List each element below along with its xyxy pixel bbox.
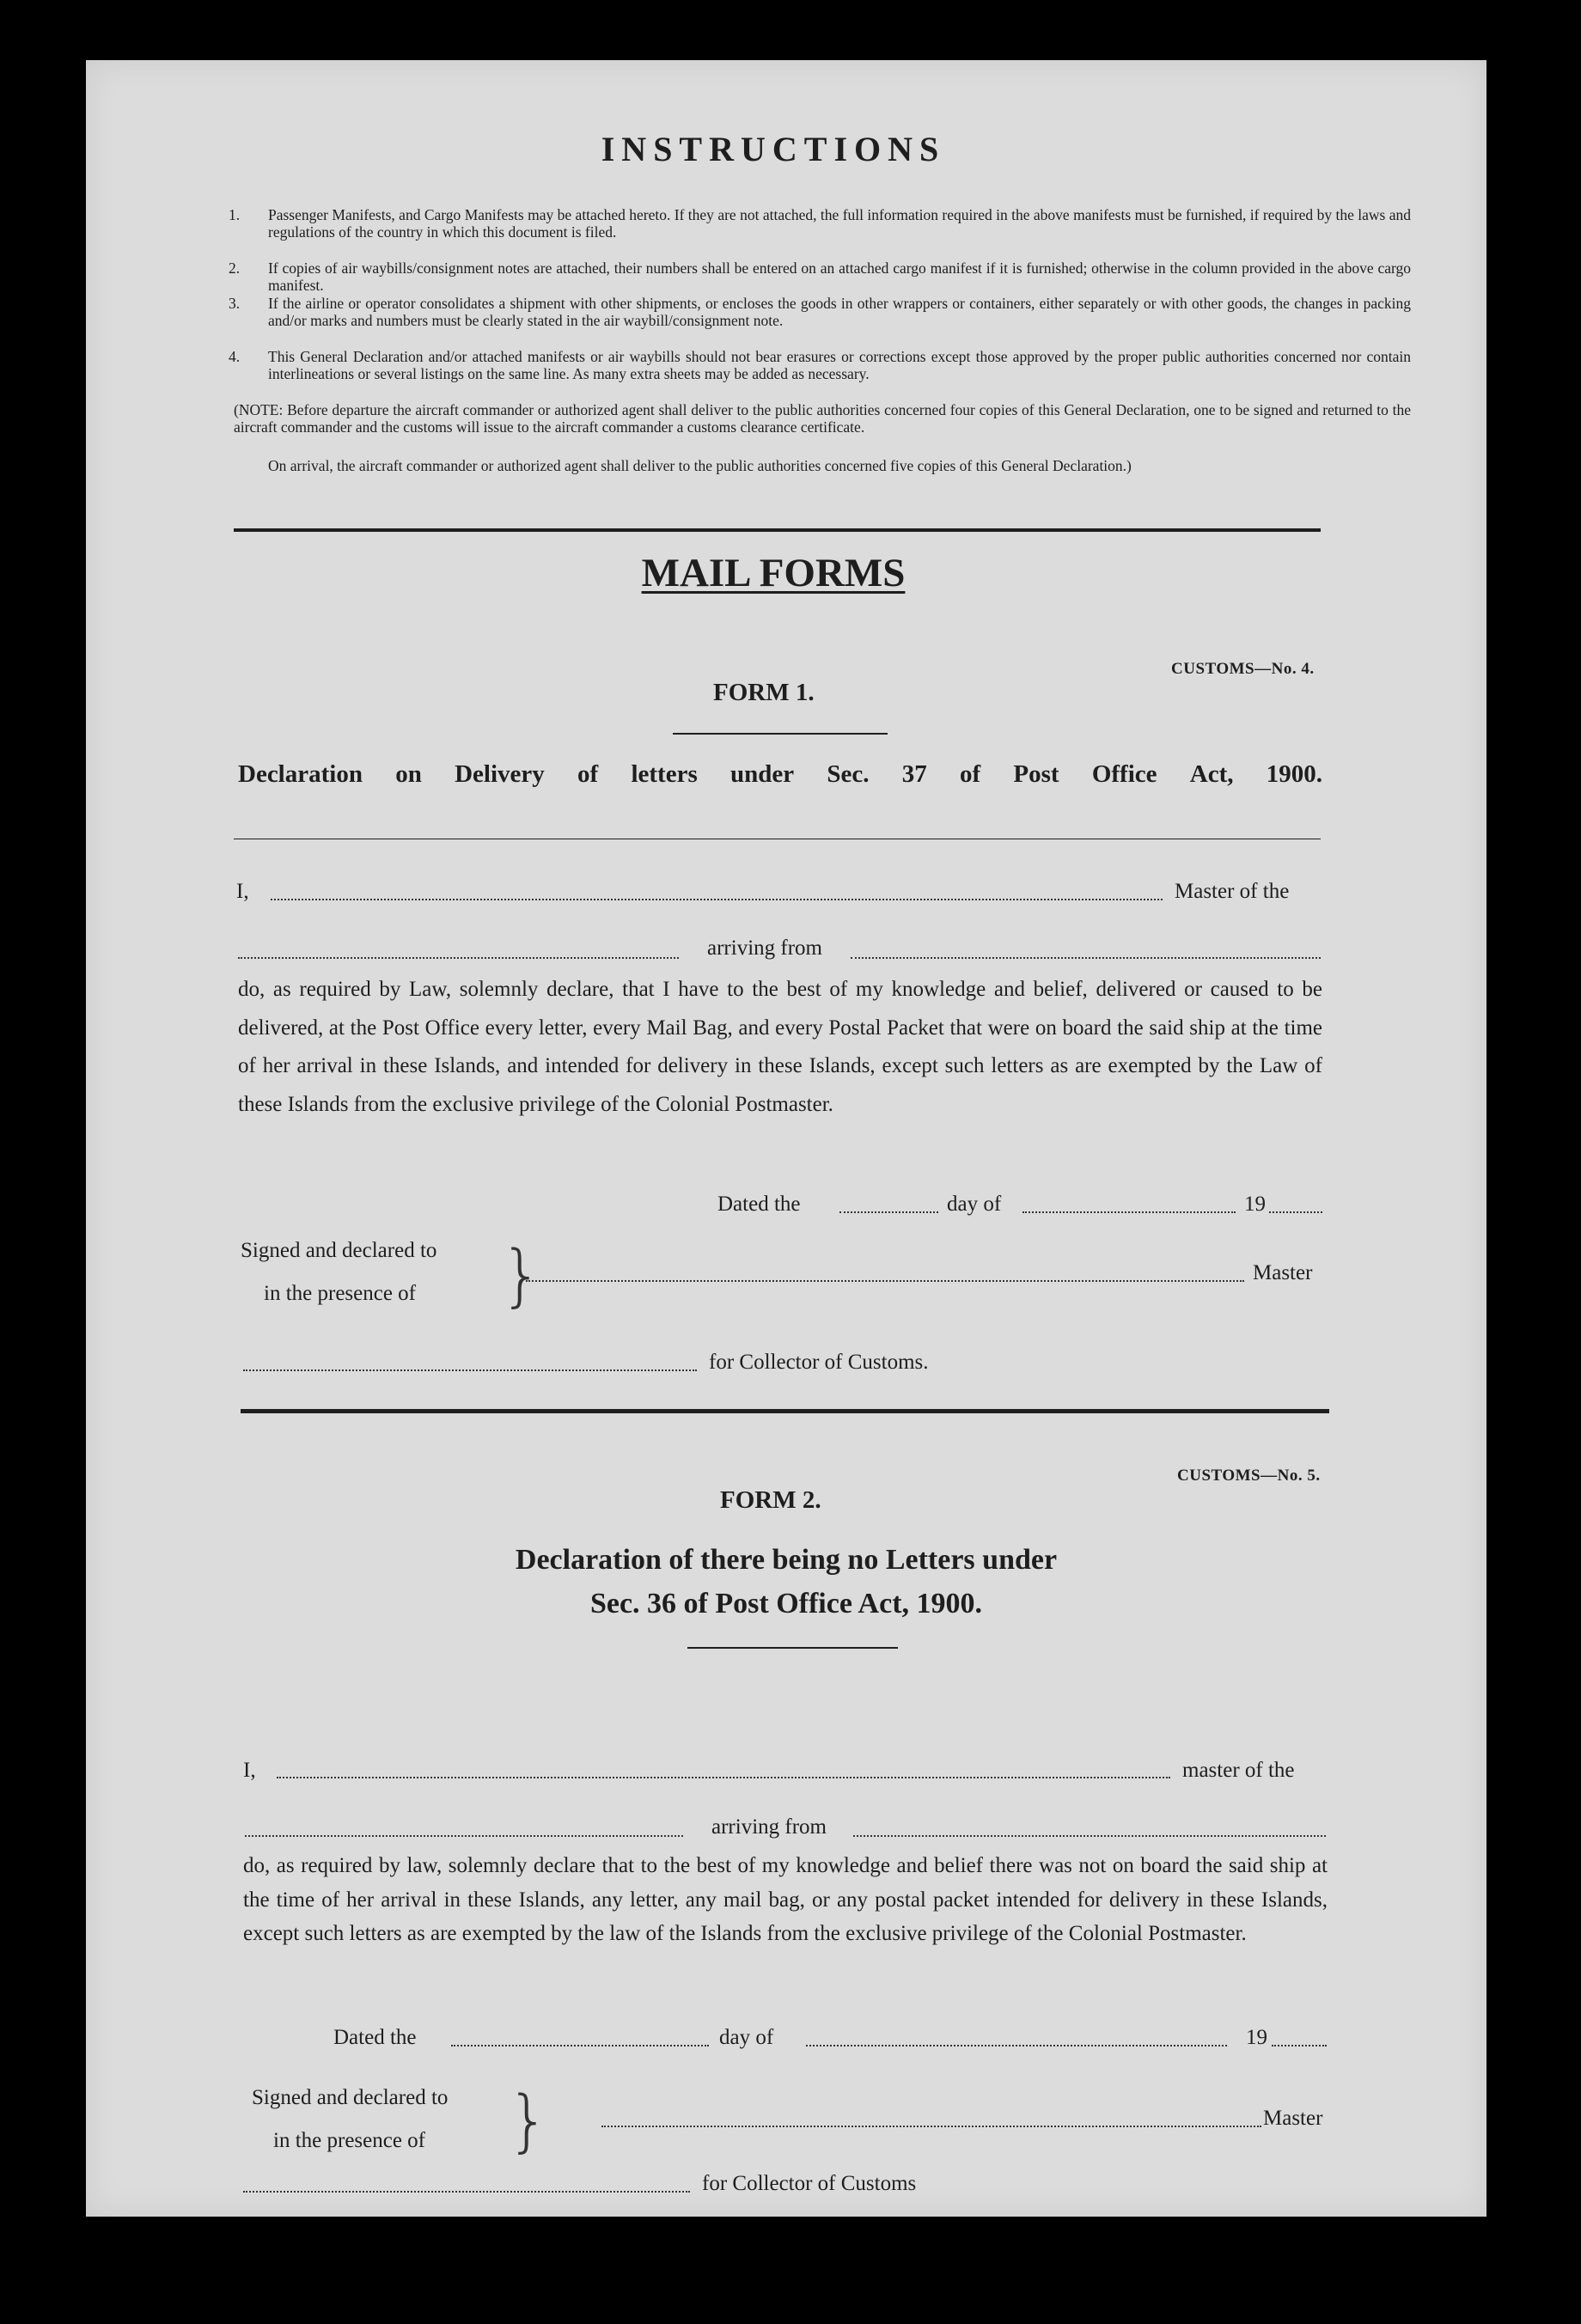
form2-ship-name-field[interactable] [245, 1835, 683, 1837]
instruction-number: 3. [229, 295, 241, 312]
form1-year-field[interactable] [1269, 1211, 1322, 1213]
form2-collector-label: for Collector of Customs [702, 2172, 917, 2195]
document-page [86, 60, 1486, 2217]
instruction-item [229, 348, 1411, 382]
form1-month-field[interactable] [1022, 1211, 1236, 1213]
brace-icon: } [500, 1237, 543, 1314]
instruction-number: 2. [229, 259, 241, 277]
instruction-item [229, 295, 1411, 329]
section-divider [234, 528, 1321, 532]
instruction-number: 1. [229, 206, 241, 223]
mail-forms-title: MAIL FORMS [641, 551, 906, 595]
form1-arriving-from: arriving from [707, 936, 822, 960]
form1-dated-the: Dated the [717, 1192, 801, 1216]
heading-underline [673, 733, 888, 735]
instruction-item [229, 259, 1411, 294]
instruction-text: If copies of air waybills/consignment notes are attached, their numbers shall be entered on an attached cargo manifest if it is furnished; otherwise in the column provided in the above cargo manifest. [268, 259, 1411, 294]
form2-year-prefix: 19 [1246, 2026, 1267, 2049]
form2-title-line1: Declaration of there being no Letters under [515, 1544, 1058, 1576]
form1-signed-line2: in the presence of [264, 1282, 417, 1305]
form2-arriving-from-field[interactable] [853, 1835, 1326, 1837]
form1-collector-field[interactable] [243, 1369, 697, 1371]
instructions-title: INSTRUCTIONS [601, 130, 946, 168]
instruction-text: If the airline or operator consolidates a shipment with other shipments, or encloses the goods in other wrappers or containers, either separately or with other goods, the changes in packing and/or marks and numbers must be clearly stated in the air waybill/consignment note. [268, 295, 1411, 329]
form2-signed-line1: Signed and declared to [252, 2086, 449, 2109]
form2-declaration-body: do, as required by law, solemnly declare that to the best of my knowledge and belief there was not on board the said ship at the time of her arrival in these Islands, any letter, any mail bag, or any postal packet intended for delivery in these Islands, except such letters as are exempted by the law of the Islands from the exclusive privilege of the Colonial Postmaster. [243, 1854, 1328, 1945]
heading-underline [687, 1647, 898, 1649]
customs-number: CUSTOMS—No. 4. [1171, 660, 1315, 678]
form2-signature-field[interactable] [601, 2126, 1261, 2127]
instruction-text: This General Declaration and/or attached manifests or air waybills should not bear erasures or corrections except those approved by the proper public authorities concerned nor contain interlineations or several listings on the same line. As many extra sheets may be added as necessary. [268, 348, 1411, 382]
form1-declaration-body: do, as required by Law, solemnly declare, that I have to the best of my knowledge and belief, delivered or caused to be delivered, at the Post Office every letter, every Mail Bag, and every Postal Packet that were on board the said ship at the time of her arrival in these Islands, and intended for delivery in these Islands, except such letters as are exempted by the Law of these Islands from the exclusive privilege of the Colonial Postmaster. [238, 978, 1322, 1116]
instruction-item [229, 206, 1411, 241]
form2-i-label: I, [243, 1759, 256, 1782]
form2-arriving-from: arriving from [711, 1815, 827, 1839]
form2-title-line2: Sec. 36 of Post Office Act, 1900. [589, 1588, 983, 1619]
form1-signature-field[interactable] [526, 1280, 1244, 1282]
form1-signed-line1: Signed and declared to [241, 1239, 437, 1262]
form1-collector-label: for Collector of Customs. [709, 1351, 929, 1374]
section-divider [241, 1409, 1329, 1413]
form1-master-of-the: Master of the [1175, 880, 1290, 903]
form1-year-prefix: 19 [1244, 1192, 1266, 1216]
form2-master-name-field[interactable] [277, 1777, 1170, 1778]
form2-master-of-the: master of the [1182, 1759, 1295, 1782]
form1-declaration-title: Declaration on Delivery of letters under Sec. 37 of Post Office Act, 1900. [238, 760, 1322, 788]
form2-day-of: day of [719, 2026, 774, 2049]
customs-number: CUSTOMS—No. 5. [1177, 1467, 1321, 1485]
form1-i-label: I, [236, 880, 249, 903]
instruction-note-arrival: On arrival, the aircraft commander or authorized agent shall deliver to the public authorities concerned five copies of this General Declaration.) [268, 457, 1132, 474]
form2-dated-the: Dated the [333, 2026, 417, 2049]
form2-signed-line2: in the presence of [273, 2129, 426, 2152]
brace-icon: } [507, 2083, 550, 2160]
form2-date-field[interactable] [451, 2045, 709, 2046]
arriving-from-field[interactable] [851, 957, 1321, 959]
form2-month-field[interactable] [806, 2045, 1227, 2046]
form2-master-label: Master [1263, 2107, 1323, 2130]
instruction-note: (NOTE: Before departure the aircraft commander or authorized agent shall deliver to the public authorities concerned four copies of this General Declaration, one to be signed and returned to the aircraft commander and the customs will issue to the aircraft commander a customs clearance certificate. [234, 401, 1411, 436]
master-name-field[interactable] [271, 899, 1163, 900]
form2-year-field[interactable] [1272, 2045, 1327, 2046]
form1-date-field[interactable] [839, 1211, 938, 1213]
form1-heading: FORM 1. [713, 679, 815, 706]
instruction-text: Passenger Manifests, and Cargo Manifests may be attached hereto. If they are not attached, the full information required in the above manifests must be furnished, if required by the laws and regulations of the country in which this document is filed. [268, 206, 1411, 241]
form1-day-of: day of [947, 1192, 1002, 1216]
form2-heading: FORM 2. [720, 1486, 821, 1514]
instruction-number: 4. [229, 348, 241, 365]
form2-collector-field[interactable] [243, 2191, 690, 2193]
ship-name-field[interactable] [238, 957, 679, 959]
form1-master-label: Master [1253, 1261, 1313, 1284]
